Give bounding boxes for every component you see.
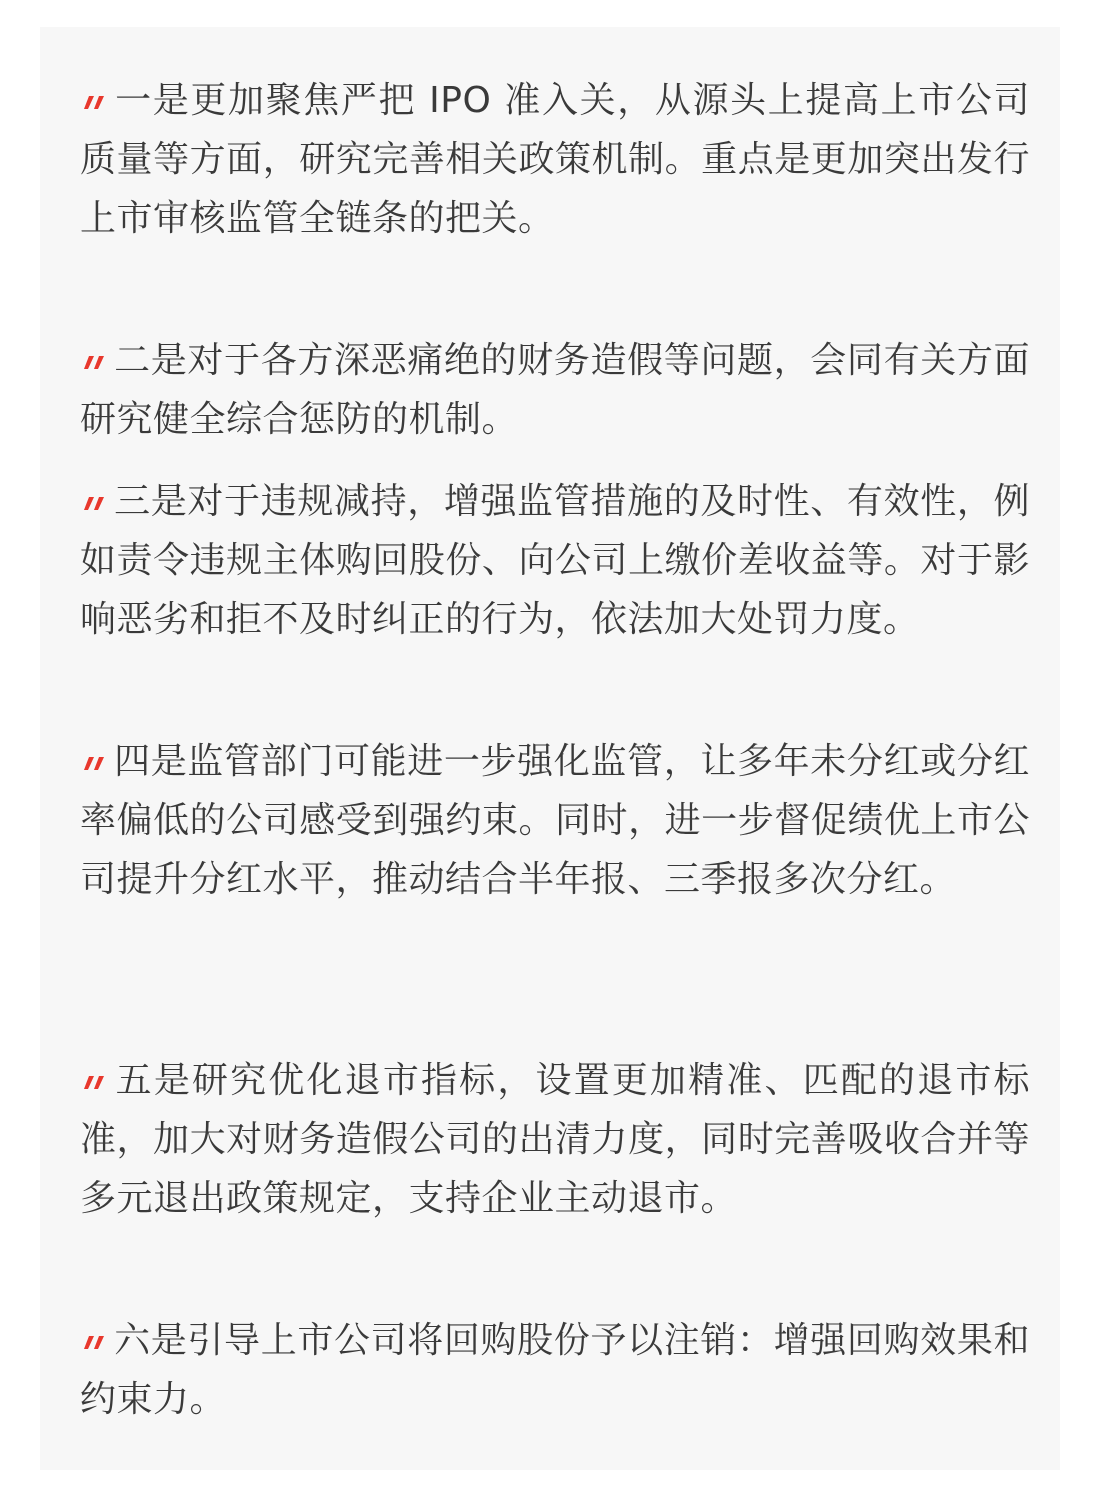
- list-item: [80, 331, 1030, 449]
- quote-mark-icon: [80, 342, 110, 378]
- quote-mark-icon: [80, 1322, 110, 1358]
- list-item: [80, 71, 1030, 248]
- list-item: [80, 732, 1030, 909]
- quote-mark-icon: [80, 82, 110, 118]
- item-text: 二是对于各方深恶痛绝的财务造假等问题，会同有关方面研究健全综合惩防的机制。: [80, 340, 1030, 440]
- item-text: 五是研究优化退市指标，设置更加精准、匹配的退市标准，加大对财务造假公司的出清力度，同时完善吸收合并等多元退出政策规定，支持企业主动退市。: [80, 1060, 1030, 1219]
- list-item: [80, 1311, 1030, 1429]
- item-text: 四是监管部门可能进一步强化监管，让多年未分红或分红率偏低的公司感受到强约束。同时，进一步督促绩优上市公司提升分红水平，推动结合半年报、三季报多次分红。: [80, 741, 1030, 900]
- item-text: 三是对于违规减持，增强监管措施的及时性、有效性，例如责令违规主体购回股份、向公司上缴价差收益等。对于影响恶劣和拒不及时纠正的行为，依法加大处罚力度。: [80, 481, 1030, 640]
- list-item: [80, 472, 1030, 649]
- quote-mark-icon: [80, 1062, 110, 1098]
- list-item: [80, 1051, 1030, 1228]
- content-card: [40, 27, 1060, 1470]
- quote-mark-icon: [80, 483, 110, 519]
- item-text: 六是引导上市公司将回购股份予以注销：增强回购效果和约束力。: [80, 1320, 1030, 1420]
- item-text: 一是更加聚焦严把 IPO 准入关，从源头上提高上市公司质量等方面，研究完善相关政策机制。重点是更加突出发行上市审核监管全链条的把关。: [80, 80, 1030, 239]
- quote-mark-icon: [80, 743, 110, 779]
